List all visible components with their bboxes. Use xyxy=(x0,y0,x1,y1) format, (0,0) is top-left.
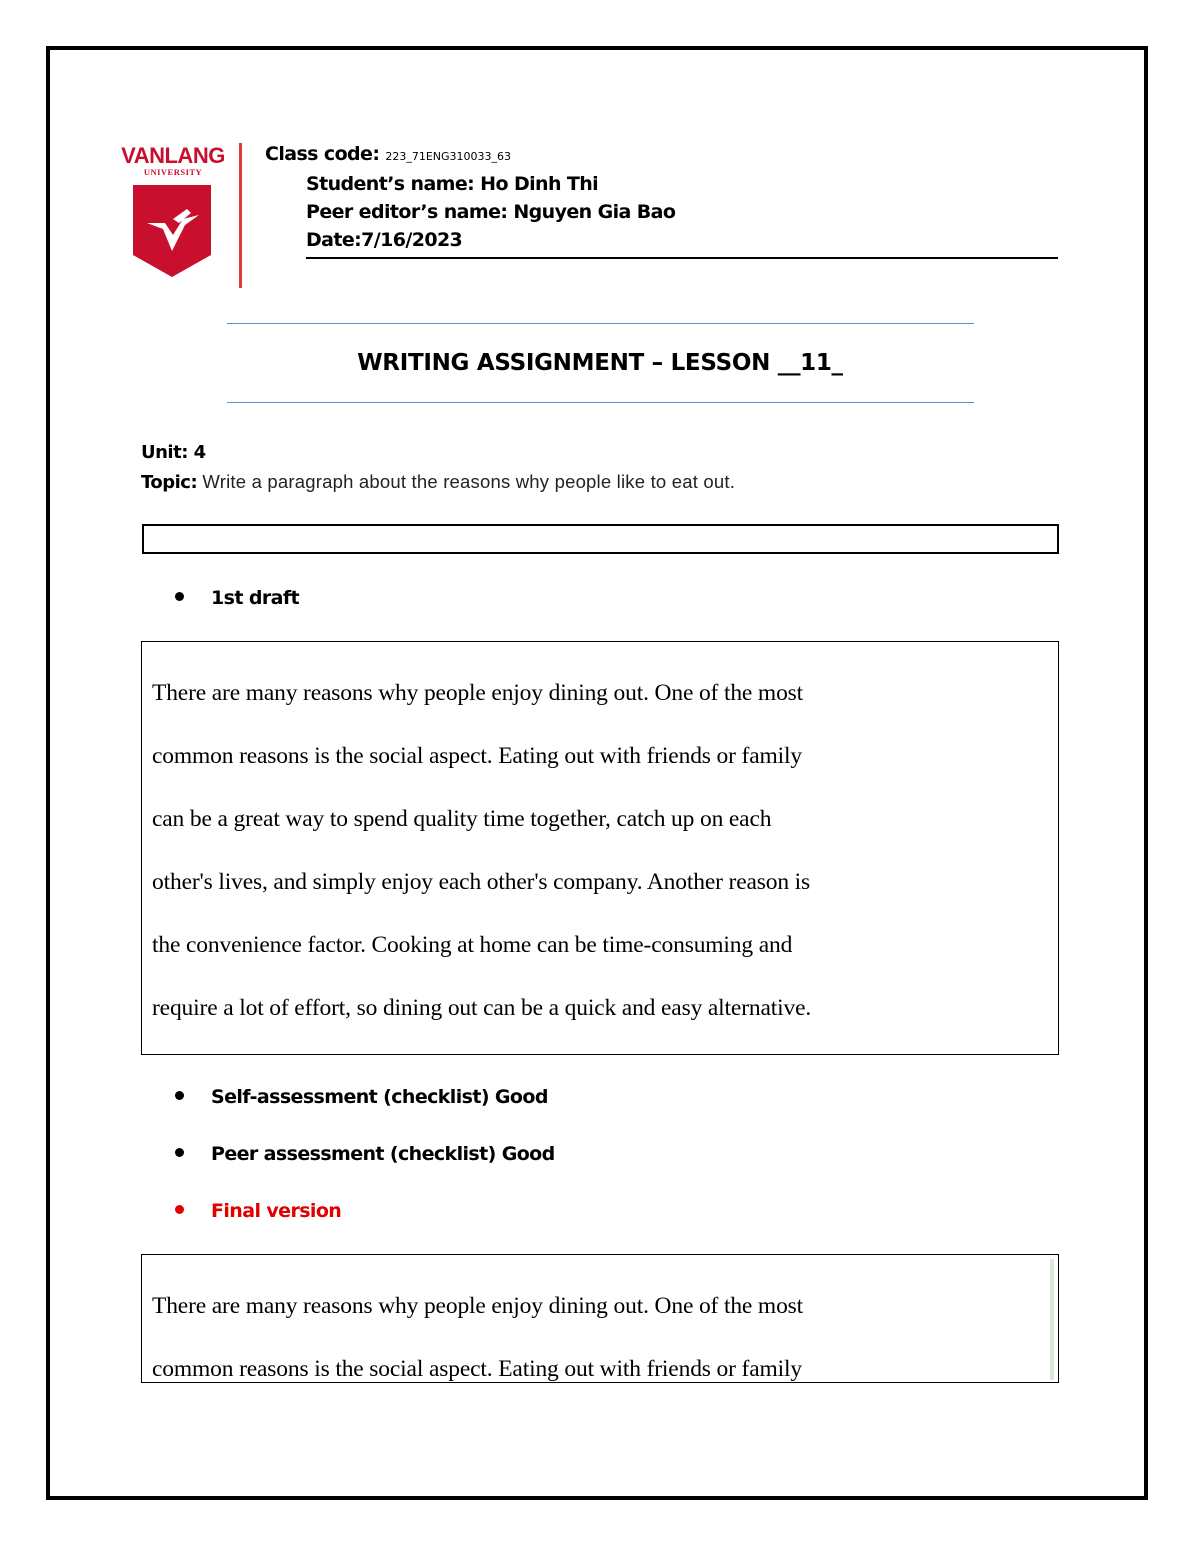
logo-subtitle: UNIVERSITY xyxy=(143,167,203,177)
self-assessment-item xyxy=(175,1086,548,1108)
first-draft-heading xyxy=(175,587,299,609)
draft-line: There are many reasons why people enjoy dining out. One of the most xyxy=(152,679,804,706)
page-title: WRITING ASSIGNMENT – LESSON __11_ xyxy=(357,350,843,376)
bullet-icon xyxy=(175,592,184,601)
bullet-icon xyxy=(175,1091,184,1100)
final-version-label: Final version xyxy=(211,1200,342,1222)
peer-assessment-label: Peer assessment (checklist) Good xyxy=(211,1143,555,1165)
first-draft-text xyxy=(152,646,952,1055)
final-version-box[interactable] xyxy=(141,1254,1059,1383)
topic xyxy=(141,471,735,493)
class-code-value: 223_71ENG310033_63 xyxy=(385,150,512,163)
topic-label: Topic: xyxy=(141,472,198,493)
peer-editor-name: Peer editor’s name: Nguyen Gia Bao xyxy=(306,201,676,223)
empty-answer-box[interactable] xyxy=(142,524,1059,554)
peer-assessment-item xyxy=(175,1143,555,1165)
unit-label xyxy=(141,442,206,463)
draft-line: common reasons is the social aspect. Eating out with friends or family xyxy=(152,742,802,769)
draft-line: other's lives, and simply enjoy each other's company. Another reason is xyxy=(152,868,811,895)
final-line: common reasons is the social aspect. Eating out with friends or family xyxy=(152,1355,802,1382)
final-version-heading xyxy=(175,1200,341,1222)
draft-line: require a lot of effort, so dining out can be a quick and easy alternative. xyxy=(152,994,812,1021)
logo-divider xyxy=(239,143,242,288)
draft-line: the convenience factor. Cooking at home can be time-consuming and xyxy=(152,931,793,958)
first-draft-label: 1st draft xyxy=(211,587,299,609)
bullet-icon xyxy=(175,1148,184,1157)
logo-wordmark: VANLANG xyxy=(121,143,225,168)
final-line: There are many reasons why people enjoy dining out. One of the most xyxy=(152,1292,804,1319)
final-version-text xyxy=(152,1259,952,1383)
self-assessment-label: Self-assessment (checklist) Good xyxy=(211,1086,548,1108)
date: Date:7/16/2023 xyxy=(306,229,463,251)
bullet-icon xyxy=(175,1205,184,1214)
header-divider xyxy=(306,257,1058,259)
topic-text: Write a paragraph about the reasons why people like to eat out. xyxy=(202,471,736,492)
first-draft-box[interactable] xyxy=(141,641,1059,1055)
draft-line: can be a great way to spend quality time together, catch up on each xyxy=(152,805,772,832)
title-rule-top xyxy=(227,323,974,324)
student-name: Student’s name: Ho Dinh Thi xyxy=(306,173,599,195)
class-code xyxy=(265,143,511,165)
title-rule-bottom xyxy=(227,402,974,403)
unit-text: Unit: 4 xyxy=(141,442,206,463)
text-frame-edge xyxy=(1050,1259,1054,1380)
class-code-label: Class code: xyxy=(265,143,380,165)
shield-icon xyxy=(133,185,211,277)
